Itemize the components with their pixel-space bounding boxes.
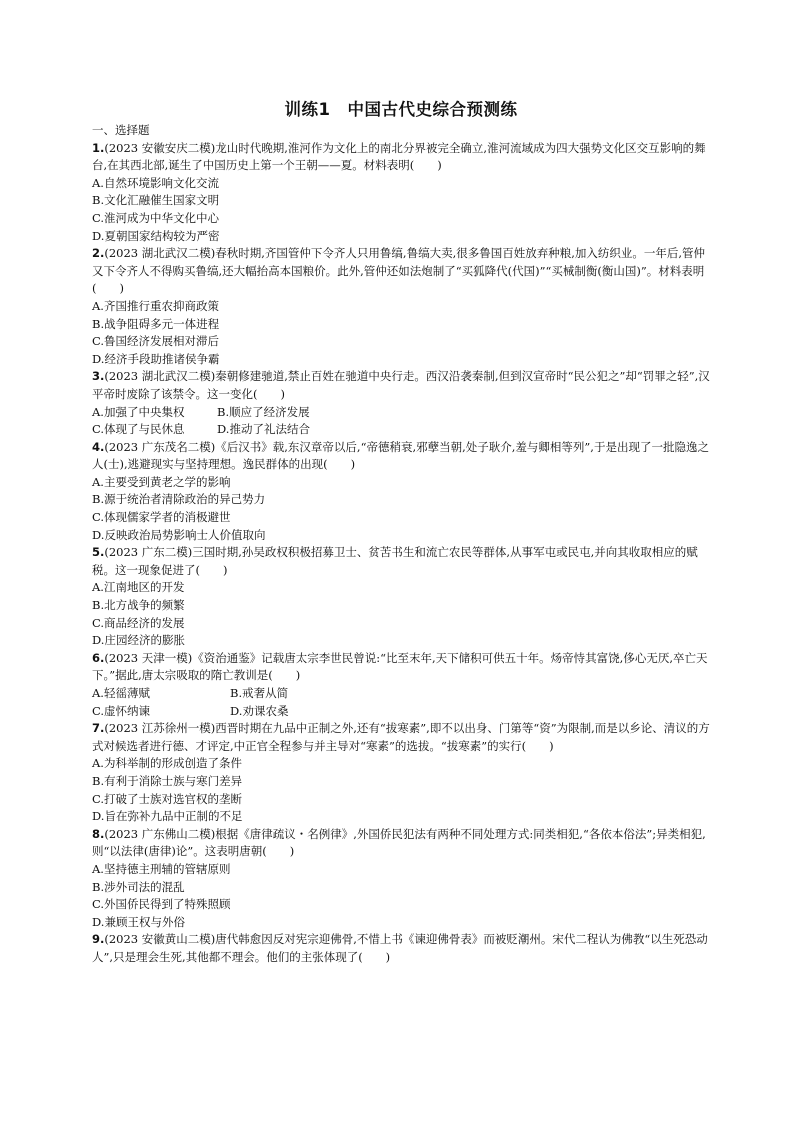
question-number: 1. [92,140,105,155]
option-c: C.打破了士族对选官权的垄断 [92,791,243,806]
question-1 [92,140,710,246]
option-d: D.庄园经济的膨胀 [92,633,185,648]
question-2 [92,245,710,368]
question-stem [92,368,710,403]
question-text: (2023 广东佛山二模)根据《唐律疏议・名例律》,外国侨民犯法有两种不同处理方式:同类相犯,“各依本俗法”;异类相犯,则“以法律(唐律)论”。这表明唐朝( ) [92,826,706,859]
question-number: 5. [92,545,105,560]
question-number: 2. [92,246,105,261]
option-d: D.旨在弥补九品中正制的不足 [92,809,243,824]
question-text: (2023 湖北武汉二模)秦朝修建驰道,禁止百姓在驰道中央行走。西汉沿袭秦制,但到汉宣帝时“民公犯之”却“罚罪之轻”,汉平帝时废除了该禁令。这一变化( ) [92,369,710,401]
option-a: A.齐国推行重农抑商政策 [92,298,219,313]
question-number: 3. [92,369,105,384]
option-d: D.劝课农桑 [230,703,289,718]
option-c: C.体现了与民休息 [92,422,185,437]
option-d: D.经济手段助推诸侯争霸 [92,351,220,366]
question-stem [92,439,710,474]
question-number: 6. [92,650,105,665]
question-text: (2023 安徽安庆二模)龙山时代晚期,淮河作为文化上的南北分界被完全确立,淮河流域成为四大强势文化区交互影响的舞台,在其西北部,诞生了中国历史上第一个王朝——夏。材料表明( ) [92,140,706,173]
option-a: A.为科举制的形成创造了条件 [92,756,242,771]
option-b: B.有利于消除士族与寒门差异 [92,773,243,788]
option-row [92,703,710,721]
question-stem [92,140,710,175]
question-stem [92,650,710,685]
option-b: B.顺应了经济发展 [217,404,310,419]
option-a: A.轻徭薄赋 [92,686,150,700]
option-a: A.主要受到黄老之学的影响 [92,474,231,489]
option-c: C.商品经济的发展 [92,615,185,630]
option-d: D.反映政治局势影响士人价值取向 [92,527,266,542]
option-a: A.自然环境影响文化交流 [92,175,219,190]
option-a: A.江南地区的开发 [92,580,185,595]
option-b: B.戒奢从简 [230,686,289,700]
option-b: B.北方战争的频繁 [92,598,185,613]
question-text: (2023 安徽黄山二模)唐代韩愈因反对宪宗迎佛骨,不惜上书《谏迎佛骨表》而被贬潮州。宋代二程认为佛教“以生死恐动人”,只是理会生死,其他都不理会。他们的主张体现了( ) [92,932,708,964]
question-text: (2023 广东茂名二模)《后汉书》载,东汉章帝以后,“帝德稍衰,邪孽当朝,处子耿介,羞与卿相等列”,于是出现了一批隐逸之人(士),逃避现实与坚持理想。逸民群体的出现( ) [92,439,709,472]
option-a: A.坚持德主刑辅的管辖原则 [92,861,231,876]
question-number: 8. [92,826,105,841]
question-4 [92,439,710,545]
question-8 [92,826,710,932]
option-a: A.加强了中央集权 [92,404,185,419]
question-text: (2023 天津一模)《资治通鉴》记载唐太宗李世民曾说:“比至末年,天下储积可供五十年。炀帝恃其富饶,侈心无厌,卒亡天下。”据此,唐太宗吸取的隋亡教训是( ) [92,650,708,683]
question-9 [92,931,710,966]
option-row [92,685,710,703]
question-3 [92,368,710,438]
question-number: 9. [92,932,105,947]
question-7 [92,720,710,826]
question-text: (2023 广东二模)三国时期,孙吴政权积极招募卫士、贫苦书生和流亡农民等群体,从事军屯或民屯,并向其收取相应的赋税。这一现象促进了( ) [92,545,698,577]
option-b: B.涉外司法的混乱 [92,879,185,894]
question-stem [92,931,710,966]
question-stem [92,826,710,861]
question-number: 4. [92,439,105,454]
option-c: C.体现儒家学者的消极避世 [92,510,231,525]
question-stem [92,720,710,755]
option-b: B.源于统治者清除政治的异己势力 [92,492,266,507]
question-text: (2023 湖北武汉二模)春秋时期,齐国管仲下令齐人只用鲁缟,鲁缟大卖,很多鲁国百姓放弃种粮,加入纺织业。一年后,管仲又下令齐人不得购买鲁缟,还大幅抬高本国粮价。此外,管仲还如法炮制了“买狐降代(代国)”“买械制衡(衡山国)”。材料表明( ) [92,246,706,296]
section-heading: 一、选择题 [92,123,150,137]
question-stem [92,544,710,579]
option-c: C.外国侨民得到了特殊照顾 [92,897,231,912]
option-row [92,404,710,422]
question-6 [92,650,710,720]
question-text: (2023 江苏徐州一模)西晋时期在九品中正制之外,还有“拔寒素”,即不以出身、门第等“资”为限制,而是以乡论、清议的方式对候选者进行德、才评定,中正官全程参与并主导对“寒素”的选拔。“拔寒素”的实行( ) [92,721,710,753]
option-c: C.淮河成为中华文化中心 [92,210,220,225]
document-page [92,96,710,967]
page-title: 训练1 中国古代史综合预测练 [284,100,518,119]
option-d: D.兼顾王权与外俗 [92,914,185,929]
question-5 [92,544,710,650]
option-d: D.推动了礼法结合 [217,422,310,437]
option-b: B.文化汇融催生国家文明 [92,193,220,208]
option-b: B.战争阻碍多元一体进程 [92,316,220,331]
option-d: D.夏朝国家结构较为严密 [92,228,220,243]
option-c: C.鲁国经济发展相对滞后 [92,334,220,349]
question-number: 7. [92,721,105,736]
question-stem [92,245,710,298]
option-row [92,421,710,439]
option-c: C.虚怀纳谏 [92,703,151,718]
